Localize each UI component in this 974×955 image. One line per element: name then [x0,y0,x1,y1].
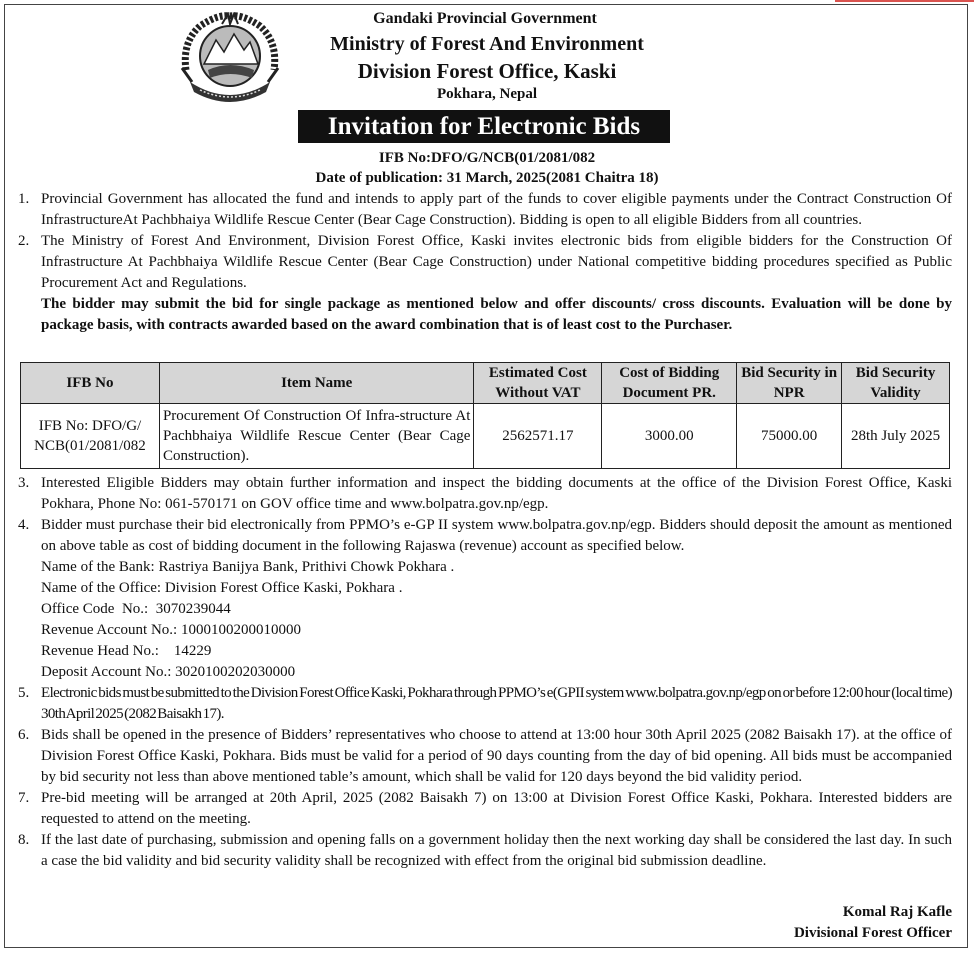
cell-bid-security: 75000.00 [737,404,842,469]
clause-number: 8. [18,832,30,848]
clause-1 [18,189,952,231]
ministry-name: Ministry of Forest And Environment [330,33,644,55]
cell-item-name: Procurement Of Construction Of Infra-structure At Pachbhaiya Wildlife Rescue Center (Bear Cage Construction). [159,404,473,469]
clause-number: 5. [18,685,30,701]
table-header-row [21,363,950,404]
clause-number: 4. [18,517,30,533]
clause-bold-note: The bidder may submit the bid for single package as mentioned below and offer discounts/ cross discounts. Evaluation will be done by package basis, with contracts awarded based on the award combination that is of least cost to the Purchaser. [41,296,952,333]
clauses-top [18,189,952,336]
clause-text: Bidder must purchase their bid electronically from PPMO’s e-GP II system www.bolpatra.gov.np/egp. Bidders should deposit the amount as mentioned on above table as cost of bidding document in the following Rajaswa (revenue) account as specified below. [41,517,952,554]
clause-text: Provincial Government has allocated the fund and intends to apply part of the funds to cover eligible payments under the Contract Construction Of InfrastructureAt Pachbhaiya Wildlife Rescue Center (Bear Cage Construction). Bidding is open to all eligible Bidders from all countries. [41,191,952,228]
clause-5 [18,683,952,725]
clause-number: 6. [18,727,30,743]
clause-7 [18,788,952,830]
bank-name-line: Name of the Bank: Rastriya Banijya Bank, Prithivi Chowk Pokhara . [41,559,455,575]
bid-table [20,362,950,469]
col-bid-security-validity: Bid Security Validity [842,363,950,404]
clause-text: Interested Eligible Bidders may obtain further information and inspect the bidding documents at the office of the Division Forest Office, Kaski Pokhara, Phone No: 061-570171 on GOV office time and www.bolpatra.gov.np/egp. [41,475,952,512]
signatory-designation: Divisional Forest Officer [793,925,952,941]
col-ifb-no: IFB No [21,363,160,404]
clause-number: 1. [18,191,30,207]
clause-text: Bids shall be opened in the presence of Bidders’ representatives who choose to attend at 13:00 hour 30th April 2025 (2082 Baisakh 17). at the office of Division Forest Office Kaski, Pokhara. Bids must be valid for a period of 90 days counting from the day of bid opening. All bids must be accompanied by bid security not less than above mentioned table’s amount, which shall be valid for 120 days beyond the bid validity period. [41,727,952,785]
ifb-number: IFB No:DFO/G/NCB(01/2081/082 [378,150,596,166]
clauses-bottom [18,473,952,872]
deposit-account-line: Deposit Account No.: 3020100202030000 [41,664,296,680]
clause-text: Pre-bid meeting will be arranged at 20th April, 2025 (2082 Baisakh 7) on 13:00 at Division Forest Office Kaski, Pokhara. Interested bidders are requested to attend on the meeting. [41,790,952,827]
revenue-account-line: Revenue Account No.: 1000100200010000 [41,622,301,638]
office-name: Division Forest Office, Kaski [357,59,617,83]
clause-2 [18,231,952,336]
revenue-head-line: Revenue Head No.: 14229 [41,643,212,659]
cell-bidding-doc-cost: 3000.00 [602,404,737,469]
clause-number: 3. [18,475,30,491]
office-code-line: Office Code No.: 3070239044 [41,601,231,617]
government-name: Gandaki Provincial Government [373,10,597,27]
clause-text: If the last date of purchasing, submission and opening falls on a government holiday then the next working day shall be considered the last day. In such a case the bid validity and bid security validity shall be recognized with effect from the original bid submission deadline. [41,832,952,869]
clause-6 [18,725,952,788]
clause-4 [18,515,952,683]
publication-date: Date of publication: 31 March, 2025(2081 Chaitra 18) [315,170,659,186]
clause-number: 2. [18,233,30,249]
clause-text: The Ministry of Forest And Environment, Division Forest Office, Kaski invites electronic bids from eligible bidders for the Construction Of Infrastructure At Pachbhaiya Wildlife Rescue Center (Bear Cage Construction) under National competitive bidding procedures specified as Public Procurement Act and Regulations. [41,233,952,291]
office-location: Pokhara, Nepal [436,86,537,102]
top-accent-line [835,0,974,2]
clause-3 [18,473,952,515]
cell-ifb-no: IFB No: DFO/G/ NCB(01/2081/082 [21,404,160,469]
col-bidding-doc-cost: Cost of Bidding Document PR. [602,363,737,404]
clause-number: 7. [18,790,30,806]
col-bid-security: Bid Security in NPR [737,363,842,404]
notice-title: Invitation for Electronic Bids [298,110,670,143]
signatory-name: Komal Raj Kafle [842,904,952,920]
col-item-name: Item Name [159,363,473,404]
table-row [21,404,950,469]
office-name-line: Name of the Office: Division Forest Office Kaski, Pokhara . [41,580,403,596]
clause-text: Electronic bids must be submitted to the Division Forest Office Kaski, Pokhara through PPMO’s e(GPII system www.bolpatra.gov.np/egp on or before 12:00 hour (local time) 30th April 2025 (2082 Baisakh 17). [41,685,952,722]
cell-estimated-cost: 2562571.17 [474,404,602,469]
cell-bid-security-validity: 28th July 2025 [842,404,950,469]
clause-8 [18,830,952,872]
col-estimated-cost: Estimated Cost Without VAT [474,363,602,404]
